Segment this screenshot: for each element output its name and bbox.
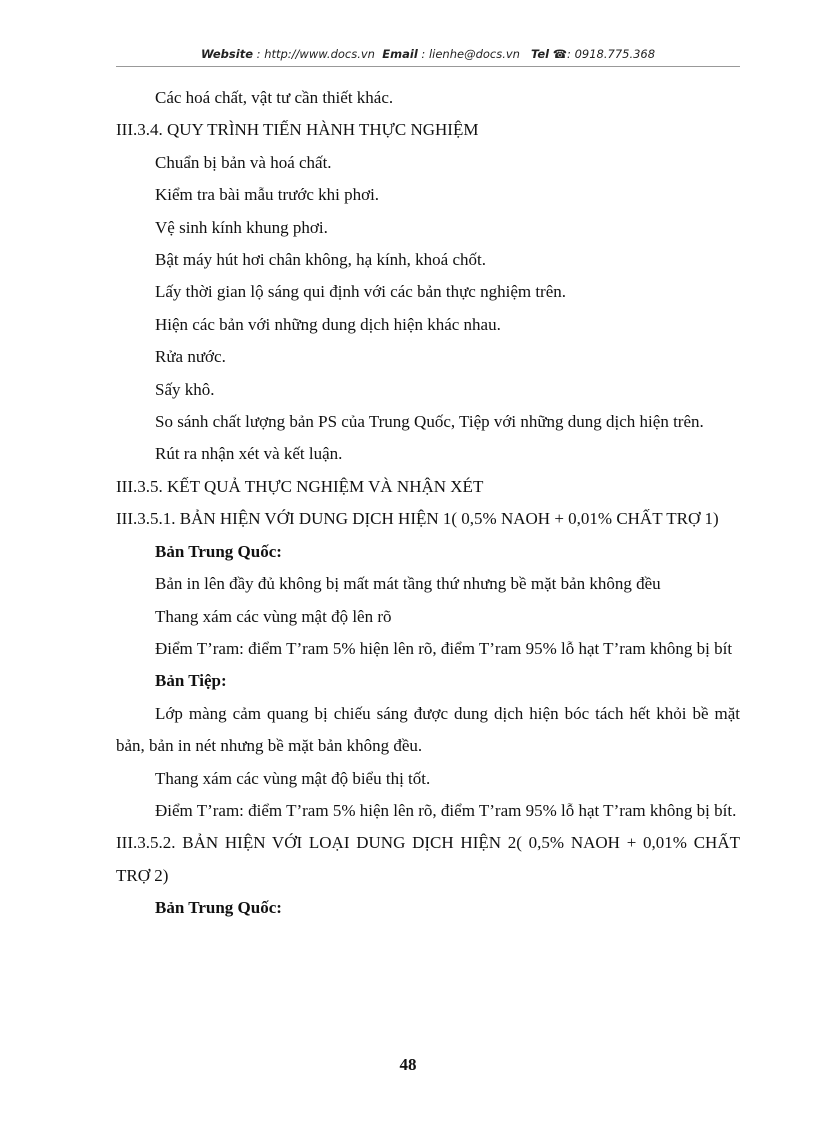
email-label: Email [382,47,418,61]
subheading-trung-quoc: Bản Trung Quốc: [155,541,282,561]
paragraph: Các hoá chất, vật tư cần thiết khác. [155,88,394,107]
header-divider [116,66,740,67]
page-header [116,47,740,61]
tel-value: : 0918.775.368 [567,47,656,61]
paragraph: Thang xám các vùng mật độ biểu thị tốt. [155,768,431,788]
paragraph: Vệ sinh kính khung phơi. [155,217,328,237]
subsection-heading: III.3.5.1. BẢN HIỆN VỚI DUNG DỊCH HIỆN 1( 0,5% NAOH + 0,01% CHẤT TRỢ 1) [116,509,719,529]
tel-label: Tel [530,47,550,61]
section-heading: III.3.4. QUY TRÌNH TIẾN HÀNH THỰC NGHIỆM [116,120,479,140]
paragraph: Điểm T’ram: điểm T’ram 5% hiện lên rõ, điểm T’ram 95% lỗ hạt T’ram không bị bít [155,638,733,658]
document-body [116,82,740,925]
subheading-trung-quoc: Bản Trung Quốc: [155,898,282,918]
paragraph: Rửa nước. [155,347,226,367]
subsection-heading: III.3.5.2. BẢN HIỆN VỚI LOẠI DUNG DỊCH HIỆN 2( 0,5% NAOH + 0,01% CHẤT TRỢ 2) [116,833,740,885]
paragraph: Bật máy hút hơi chân không, hạ kính, khoá chốt. [155,250,486,270]
email-value: : lienhe@docs.vn [421,47,520,61]
paragraph: Kiểm tra bài mẫu trước khi phơi. [155,185,380,205]
section-heading: III.3.5. KẾT QUẢ THỰC NGHIỆM VÀ NHẬN XÉT [116,476,484,496]
paragraph: Rút ra nhận xét và kết luận. [155,444,343,464]
paragraph: Hiện các bản với những dung dịch hiện khác nhau. [155,314,501,334]
paragraph: Lấy thời gian lộ sáng qui định với các bản thực nghiệm trên. [155,282,567,302]
paragraph: Chuẩn bị bản và hoá chất. [155,152,332,172]
paragraph: Sấy khô. [155,379,215,399]
telephone-icon: ☎ [552,47,568,61]
paragraph: Lớp màng cảm quang bị chiếu sáng được dung dịch hiện bóc tách hết khỏi bề mặt bản, bản in nét nhưng bề mặt bản không đều. [116,703,740,756]
paragraph: So sánh chất lượng bản PS của Trung Quốc, Tiệp với những dung dịch hiện trên. [155,412,704,432]
paragraph: Điểm T’ram: điểm T’ram 5% hiện lên rõ, điểm T’ram 95% lỗ hạt T’ram không bị bít. [155,800,737,820]
paragraph: Bản in lên đầy đủ không bị mất mát tầng thứ nhưng bề mặt bản không đều [155,574,661,594]
website-url: : http://www.docs.vn [256,47,375,61]
paragraph: Thang xám các vùng mật độ lên rõ [155,606,392,626]
subheading-tiep: Bản Tiệp: [155,671,227,691]
page-number: 48 [399,1055,417,1074]
website-label: Website [200,47,254,61]
